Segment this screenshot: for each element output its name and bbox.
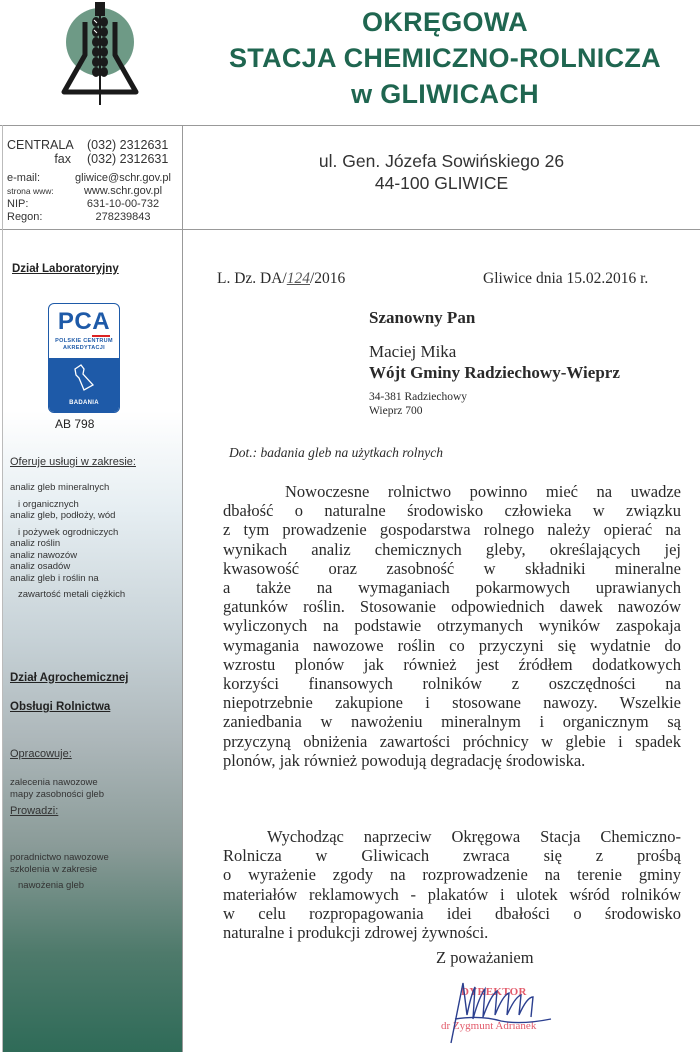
address-street: ul. Gen. Józefa Sowińskiego 26 bbox=[318, 151, 565, 171]
title-line-2: STACJA CHEMICZNO-ROLNICZA bbox=[229, 43, 661, 73]
centrala-label: CENTRALA bbox=[7, 138, 74, 152]
conducts-item: szkolenia w zakresie bbox=[10, 863, 98, 875]
letter-subject: Dot.: badania gleb na użytkach rolnych bbox=[229, 445, 443, 460]
contact-block bbox=[7, 138, 177, 224]
paragraph-line: przyczyną obniżenia zawartości próchnicy w glebie i spadek bbox=[223, 731, 681, 751]
paragraph-line: materiałów reklamowych - plakatów i ulotek wśród rolników bbox=[223, 884, 681, 904]
agro-heading-2: Obsługi Rolnictwa bbox=[10, 701, 111, 713]
flask-icon bbox=[69, 363, 99, 393]
paragraph-line: Nowoczesne rolnictwo powinno mieć na uwadze bbox=[285, 482, 681, 501]
signature-icon bbox=[441, 975, 571, 1045]
stamp-name: dr Zygmunt Adrianek bbox=[441, 1020, 537, 1032]
fax-label: fax bbox=[54, 152, 71, 166]
closing: Z poważaniem bbox=[436, 948, 534, 967]
paragraph-line: dbałość o naturalne środowisko człowieka w związku bbox=[223, 501, 681, 521]
recipient-organization: Wójt Gminy Radziechowy-Wieprz bbox=[369, 363, 620, 382]
paragraph-line: z tym prowadzenie gospodarstwa rolnego należy opierać na bbox=[223, 520, 681, 540]
prepares-heading: Opracowuje: bbox=[10, 748, 72, 760]
stamp-title: DYREKTOR bbox=[461, 986, 527, 998]
nip-row bbox=[7, 198, 177, 211]
service-item: analiz gleb, podłoży, wód bbox=[10, 510, 116, 521]
conducts-heading: Prowadzi: bbox=[10, 805, 59, 817]
nip-label: NIP: bbox=[7, 198, 29, 210]
paragraph-line: a także na wymaganiach pokarmowych uprawianych bbox=[223, 578, 681, 598]
paragraph-line: zaniedbania w nawożeniu mineralnym i organicznym są bbox=[223, 712, 681, 732]
paragraph-line: plonów, jak również powodują degradację środowiska. bbox=[223, 750, 586, 770]
paragraph-line: Wychodząc naprzeciw Okręgowa Stacja Chemiczno- bbox=[267, 827, 681, 846]
letter-date: Gliwice dnia 15.02.2016 r. bbox=[483, 270, 649, 287]
pca-badge-text: BADANIA bbox=[69, 400, 99, 406]
header-divider bbox=[0, 125, 700, 126]
phone-row bbox=[7, 138, 177, 152]
pca-line-2: AKREDYTACJI bbox=[62, 345, 105, 351]
conducts-item: poradnictwo nawozowe bbox=[10, 852, 109, 863]
centrala-value: (032) 2312631 bbox=[87, 138, 169, 152]
service-item: analiz gleb i roślin na bbox=[10, 572, 99, 584]
services-heading: Oferuje usługi w zakresie: bbox=[10, 456, 136, 468]
www-link[interactable]: www.schr.gov.pl bbox=[83, 185, 163, 197]
prepares-item: zalecenia nawozowe bbox=[10, 777, 98, 788]
paragraph-line: kwasowość oraz zasobność w składniki mineralne bbox=[223, 558, 681, 578]
paragraph-line: naturalne i produkcji zdrowej żywności. bbox=[223, 923, 489, 943]
prepares-list bbox=[10, 777, 104, 800]
service-item: i pożywek ogrodniczych bbox=[18, 526, 119, 538]
pca-line-1: POLSKIE CENTRUM bbox=[55, 338, 113, 344]
service-item: i organicznych bbox=[18, 498, 79, 510]
paragraph-line: niepotrzebnie zakupione i stosowane nawozy. Wszelkie bbox=[223, 693, 681, 713]
paragraph-line: Rolnicza w Gliwicach zwraca się z prośbą bbox=[223, 846, 681, 866]
paragraph-line: wymagania nawozowe roślin co przyczyni się wydatnie do bbox=[223, 635, 681, 655]
recipient-address-1: 34-381 Radziechowy bbox=[369, 391, 468, 403]
accreditation-number: AB 798 bbox=[55, 417, 95, 431]
prepares-item: mapy zasobności gleb bbox=[10, 788, 104, 800]
institution-title bbox=[190, 4, 700, 112]
www-label: strona www: bbox=[7, 186, 54, 196]
paragraph-line: wyliczonych na podstawie otrzymanych wyników zaspokaja bbox=[223, 616, 681, 636]
paragraph-1 bbox=[223, 482, 681, 770]
title-line-1: OKRĘGOWA bbox=[362, 7, 528, 37]
email-row bbox=[7, 172, 177, 185]
service-item: analiz nawozów bbox=[10, 549, 78, 561]
address-city: 44-100 GLIWICE bbox=[374, 173, 509, 193]
salutation: Szanowny Pan bbox=[369, 308, 476, 327]
wheat-flask-logo-icon bbox=[50, 0, 150, 110]
www-row bbox=[7, 185, 177, 198]
conducts-list bbox=[10, 852, 109, 892]
service-item: analiz osadów bbox=[10, 561, 71, 572]
institution-address bbox=[183, 150, 700, 194]
fax-row bbox=[7, 152, 177, 166]
agro-heading-1: Dział Agrochemicznej bbox=[10, 672, 129, 684]
recipient-name: Maciej Mika bbox=[369, 342, 457, 361]
letterhead bbox=[0, 0, 700, 125]
paragraph-line: o wyrażenie zgody na rozprowadzenie na terenie gminy bbox=[223, 865, 681, 885]
letter-body bbox=[183, 230, 700, 1052]
nip-value: 631-10-00-732 bbox=[86, 198, 160, 210]
service-item: analiz gleb mineralnych bbox=[10, 482, 110, 493]
ref-prefix: L. Dz. DA/ bbox=[217, 270, 287, 287]
paragraph-2 bbox=[223, 827, 681, 942]
service-item: zawartość metali ciężkich bbox=[18, 589, 126, 600]
pca-accreditation-badge bbox=[48, 303, 120, 413]
ref-handwritten-number: 124 bbox=[286, 270, 310, 287]
recipient-address-2: Wieprz 700 bbox=[369, 405, 423, 417]
ref-suffix: /2016 bbox=[310, 270, 346, 287]
regon-value: 278239843 bbox=[95, 211, 151, 223]
services-list bbox=[10, 482, 125, 601]
email-link[interactable]: gliwice@schr.gov.pl bbox=[75, 172, 171, 184]
fax-value: (032) 2312631 bbox=[87, 152, 169, 166]
title-line-3: w GLIWICACH bbox=[351, 79, 539, 109]
paragraph-line: korzyści finansowych rolników z oszczędności na bbox=[223, 674, 681, 694]
regon-row bbox=[7, 211, 177, 224]
conducts-item: nawożenia gleb bbox=[18, 880, 85, 891]
paragraph-line: w celu rozpropagowania idei dbałości o środowisko bbox=[223, 903, 681, 923]
pca-logo-text: PCA bbox=[57, 308, 111, 335]
regon-label: Regon: bbox=[7, 211, 43, 223]
reference-number bbox=[217, 270, 345, 288]
paragraph-line: wynikach analiz chemicznych gleby, określających jej bbox=[223, 539, 681, 559]
paragraph-line: wzrostu plonów jak również jest źródłem dodatkowych bbox=[223, 654, 681, 674]
service-item: analiz roślin bbox=[10, 538, 61, 549]
paragraph-line: gatunków roślin. Stosowanie odpowiednich dawek nawozów bbox=[223, 597, 681, 617]
email-label: e-mail: bbox=[7, 172, 41, 184]
sidebar bbox=[3, 230, 182, 1052]
lab-heading: Dział Laboratoryjny bbox=[12, 263, 119, 275]
